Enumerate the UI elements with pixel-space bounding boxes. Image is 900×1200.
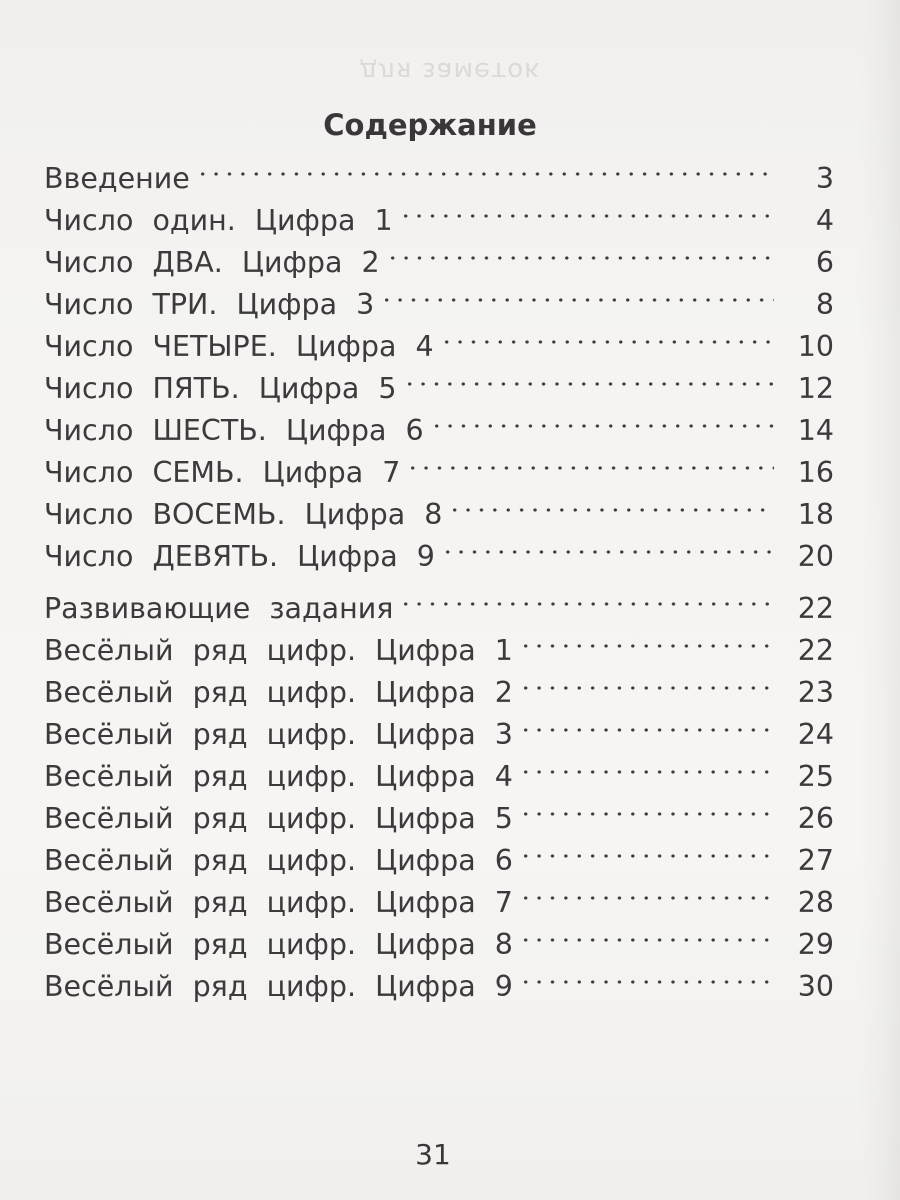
toc-entry-page: 14: [797, 414, 834, 447]
toc-entry: [44, 326, 834, 368]
dot-leader: [519, 934, 774, 946]
toc-entry-page: 29: [797, 928, 834, 961]
toc-entry-page: 8: [815, 288, 834, 321]
toc-entry-label: Число ДВА. Цифра 2: [44, 246, 380, 279]
toc-entry: [44, 158, 834, 200]
toc-entry: [44, 798, 834, 840]
toc-entry-label: Число СЕМЬ. Цифра 7: [44, 456, 401, 489]
table-of-contents: [44, 158, 834, 1008]
toc-entry-page: 22: [797, 634, 834, 667]
dot-leader: [519, 682, 774, 694]
toc-entry: [44, 672, 834, 714]
toc-entry-page: 24: [797, 718, 834, 751]
show-through-text: для заметок: [359, 56, 541, 86]
toc-entry-page: 4: [815, 204, 834, 237]
toc-entry: [44, 966, 834, 1008]
dot-leader: [399, 598, 774, 610]
toc-entry-label: Весёлый ряд цифр. Цифра 9: [44, 970, 513, 1003]
toc-entry-label: Число один. Цифра 1: [44, 204, 393, 237]
toc-section-heading: [44, 588, 834, 630]
toc-entry-page: 6: [815, 246, 834, 279]
toc-entry: [44, 410, 834, 452]
toc-entry: [44, 536, 834, 578]
toc-entry-label: Введение: [44, 162, 190, 195]
toc-entry-page: 30: [797, 970, 834, 1003]
toc-entry-page: 18: [797, 498, 834, 531]
toc-entry-page: 26: [797, 802, 834, 835]
page-title: Содержание: [323, 108, 537, 142]
toc-entry-page: 10: [797, 330, 834, 363]
dot-leader: [403, 378, 774, 390]
toc-entry-label: Число ДЕВЯТЬ. Цифра 9: [44, 540, 435, 573]
toc-entry-label: Число ПЯТЬ. Цифра 5: [44, 372, 397, 405]
dot-leader: [519, 808, 774, 820]
toc-entry: [44, 630, 834, 672]
toc-entry-label: Число ВОСЕМЬ. Цифра 8: [44, 498, 443, 531]
dot-leader: [519, 640, 774, 652]
dot-leader: [441, 546, 774, 558]
dot-leader: [380, 294, 774, 306]
toc-entry: [44, 756, 834, 798]
toc-entry-label: Весёлый ряд цифр. Цифра 2: [44, 676, 513, 709]
dot-leader: [406, 462, 774, 474]
toc-entry-label: Число ЧЕТЫРЕ. Цифра 4: [44, 330, 434, 363]
toc-entry-page: 23: [797, 676, 834, 709]
toc-entry-label: Весёлый ряд цифр. Цифра 8: [44, 928, 513, 961]
toc-entry: [44, 368, 834, 410]
dot-leader: [386, 252, 774, 264]
page-number: 31: [415, 1138, 451, 1171]
dot-leader: [519, 766, 774, 778]
toc-entry-label: Число ШЕСТЬ. Цифра 6: [44, 414, 424, 447]
dot-leader: [196, 168, 774, 180]
toc-entry-label: Весёлый ряд цифр. Цифра 4: [44, 760, 513, 793]
toc-entry: [44, 882, 834, 924]
toc-entry: [44, 284, 834, 326]
toc-entry-page: 12: [797, 372, 834, 405]
dot-leader: [519, 976, 774, 988]
toc-entry-page: 3: [815, 162, 834, 195]
dot-leader: [430, 420, 774, 432]
dot-leader: [519, 724, 774, 736]
toc-entry-page: 16: [797, 456, 834, 489]
dot-leader: [448, 504, 774, 516]
toc-entry-page: 22: [797, 592, 834, 625]
toc-entry-label: Весёлый ряд цифр. Цифра 7: [44, 886, 513, 919]
toc-entry: [44, 840, 834, 882]
toc-entry: [44, 714, 834, 756]
toc-entry-page: 28: [797, 886, 834, 919]
toc-entry-label: Весёлый ряд цифр. Цифра 1: [44, 634, 513, 667]
dot-leader: [519, 850, 774, 862]
dot-leader: [519, 892, 774, 904]
toc-entry: [44, 494, 834, 536]
toc-entry: [44, 452, 834, 494]
toc-entry-label: Весёлый ряд цифр. Цифра 5: [44, 802, 513, 835]
dot-leader: [399, 210, 774, 222]
toc-entry-page: 27: [797, 844, 834, 877]
toc-entry-page: 20: [797, 540, 834, 573]
toc-entry-label: Весёлый ряд цифр. Цифра 6: [44, 844, 513, 877]
toc-entry: [44, 200, 834, 242]
toc-entry-page: 25: [797, 760, 834, 793]
toc-entry-label: Весёлый ряд цифр. Цифра 3: [44, 718, 513, 751]
toc-entry: [44, 242, 834, 284]
toc-entry: [44, 924, 834, 966]
toc-entry-label: Развивающие задания: [44, 592, 394, 625]
toc-entry-label: Число ТРИ. Цифра 3: [44, 288, 375, 321]
page-edge-shadow: [858, 0, 900, 1200]
dot-leader: [440, 336, 774, 348]
